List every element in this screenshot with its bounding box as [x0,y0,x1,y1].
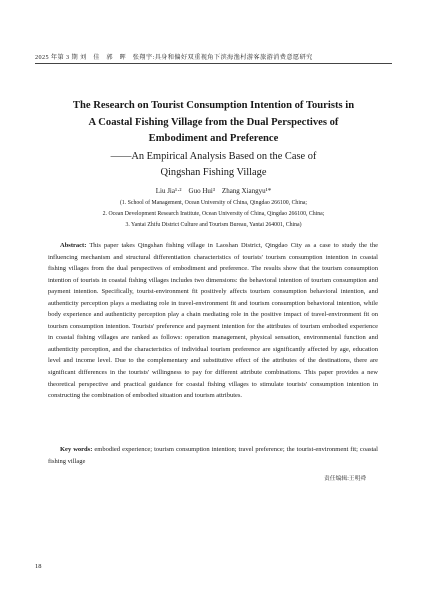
title-line: The Research on Tourist Consumption Intention of Tourists in [72,100,355,111]
keywords [48,444,378,467]
title-line: A Coastal Fishing Village from the Dual Perspectives of [88,116,339,128]
affiliation-1: (1. School of Management, Ocean University of China, Qingdao 266100, China; [119,200,308,206]
paper-subtitle [40,149,387,180]
page-number: 18 [35,563,42,570]
abstract [48,240,378,402]
header-divider [35,63,392,64]
author-list: Liu Jia¹·² Guo Hui³ Zhang Xiangyu¹* [155,187,272,195]
affiliation-2: 2. Ocean Development Research Institute, Ocean University of China, Qingdao 266100, China; [102,211,325,217]
keywords-label: Key words: [60,446,93,453]
running-header: 2025 年第 3 期 刘 佳 郭 晖 张翔宇:具身和偏好双重视角下滨海渔村游客旅游消费意愿研究 [35,54,313,61]
subtitle-line: ——An Empirical Analysis Based on the Case of [110,151,317,162]
abstract-text: This paper takes Qingshan fishing village in Laoshan District, Qingdao City as a case to study the the influencing mechanism and structural differentiation characteristics of tourists' tourism consumption intention in coastal fishing villages from the dual perspectives of embodiment and preference. The results show that the tourism consumption intention of tourists in coastal fishing villages includes two dimensions: the behavioral intention of tourism consumption and payment intention. Specifically, tourist-environment fit positively affects tourism consumption behavioral intention, and authenticity perception plays a mediating role in travel-environment fit and tourism consumption behavioral intention, while body experience and authenticity perception play a chain mediating role in the positive impact of travel-environment fit on tourism consumption intention. Tourists' preference and payment intention for the attributes of tourism embodied experience in coastal fishing villages are ranked as follows: operation management, physical sensation, environmental function and authenticity perception, and the characteristics of individual tourism preference are significantly affected by age, education level and income level. Due to the complementary and substitutive effect of the attributes of the destinations, there are significant differences in the tourists' willingness to pay for different attribute combinations. This paper provides a new theoretical perspective and practical guidance for coastal fishing villages to stimulate tourists' consumption intention in constructing the combination of embodied situation and tourism attributes. [48,242,378,400]
editor-note: 责任编辑:王明舜 [324,476,367,482]
affiliation-3: 3. Yantai Zhifu District Culture and Tourism Bureau, Yantai 264001, China) [125,222,302,228]
paper-title [40,98,387,148]
subtitle-line: Qingshan Fishing Village [160,166,267,178]
title-line: Embodiment and Preference [148,133,279,144]
keywords-text: embodied experience; tourism consumption intention; travel preference; the tourist-environment fit; coastal fishing village [48,446,378,465]
abstract-label: Abstract: [60,242,87,249]
